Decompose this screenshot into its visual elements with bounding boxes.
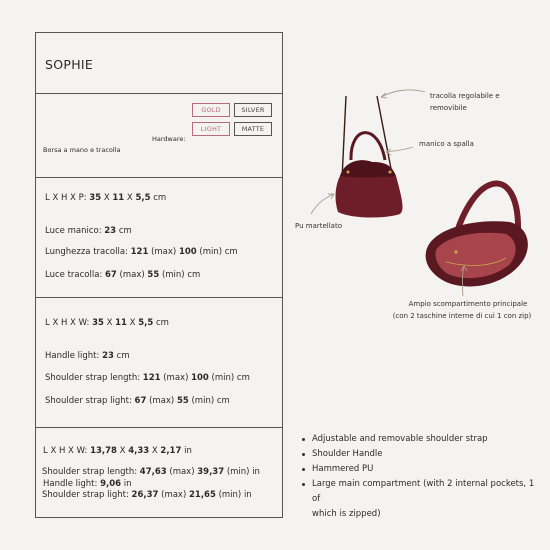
feature-item: Hammered PU (299, 462, 544, 477)
hardware-label: Hardware: (152, 135, 186, 143)
strap-length-in: Shoulder strap length: 47,63 (max) 39,37 (min) in (42, 467, 260, 477)
arrow-material (311, 194, 334, 214)
annotation-material: Pu martellato (295, 222, 343, 230)
handle-in: Handle light: 9,06 in (43, 479, 132, 489)
bag-front-view (336, 96, 403, 218)
product-description: Borsa a mano e tracolla (43, 146, 121, 154)
annotation-compartment: Ampio scompartimento principale (con 2 taschine interne di cui 1 con zip) (392, 300, 532, 320)
strap-light-en: Shoulder strap light: 67 (max) 55 (min) cm (45, 396, 230, 406)
feature-item: Adjustable and removable shoulder strap (299, 432, 544, 447)
feature-list (299, 432, 544, 522)
bag-open-view (426, 184, 528, 287)
strap-length-it: Lunghezza tracolla: 121 (max) 100 (min) cm (45, 247, 238, 257)
feature-item-continued: which is zipped) (312, 509, 381, 519)
arrow-strap (381, 90, 425, 97)
hardware-option-matte[interactable]: MATTE (234, 122, 272, 136)
hardware-option-light[interactable]: LIGHT (192, 122, 230, 136)
dims-en: L X H X W: 35 X 11 X 5,5 cm (45, 318, 169, 328)
dims-in: L X H X W: 13,78 X 4,33 X 2,17 in (43, 446, 192, 456)
strap-light-it: Luce tracolla: 67 (max) 55 (min) cm (45, 270, 201, 280)
annotation-strap: tracolla regolabile e removibile (430, 92, 500, 112)
handle-it: Luce manico: 23 cm (45, 226, 132, 236)
strap-light-in: Shoulder strap light: 26,37 (max) 21,65 (min) in (42, 490, 252, 500)
handle-en: Handle light: 23 cm (45, 351, 130, 361)
hardware-option-silver[interactable]: SILVER (234, 103, 272, 117)
strap-length-en: Shoulder strap length: 121 (max) 100 (min) cm (45, 373, 250, 383)
feature-item: Shoulder Handle (299, 447, 544, 462)
dims-it: L X H X P: 35 X 11 X 5,5 cm (45, 193, 167, 203)
product-title: SOPHIE (45, 57, 94, 72)
hardware-option-gold[interactable]: GOLD (192, 103, 230, 117)
feature-item: Large main compartment (with 2 internal pockets, 1 of (299, 477, 544, 507)
annotation-handle: manico a spalla (419, 140, 474, 148)
